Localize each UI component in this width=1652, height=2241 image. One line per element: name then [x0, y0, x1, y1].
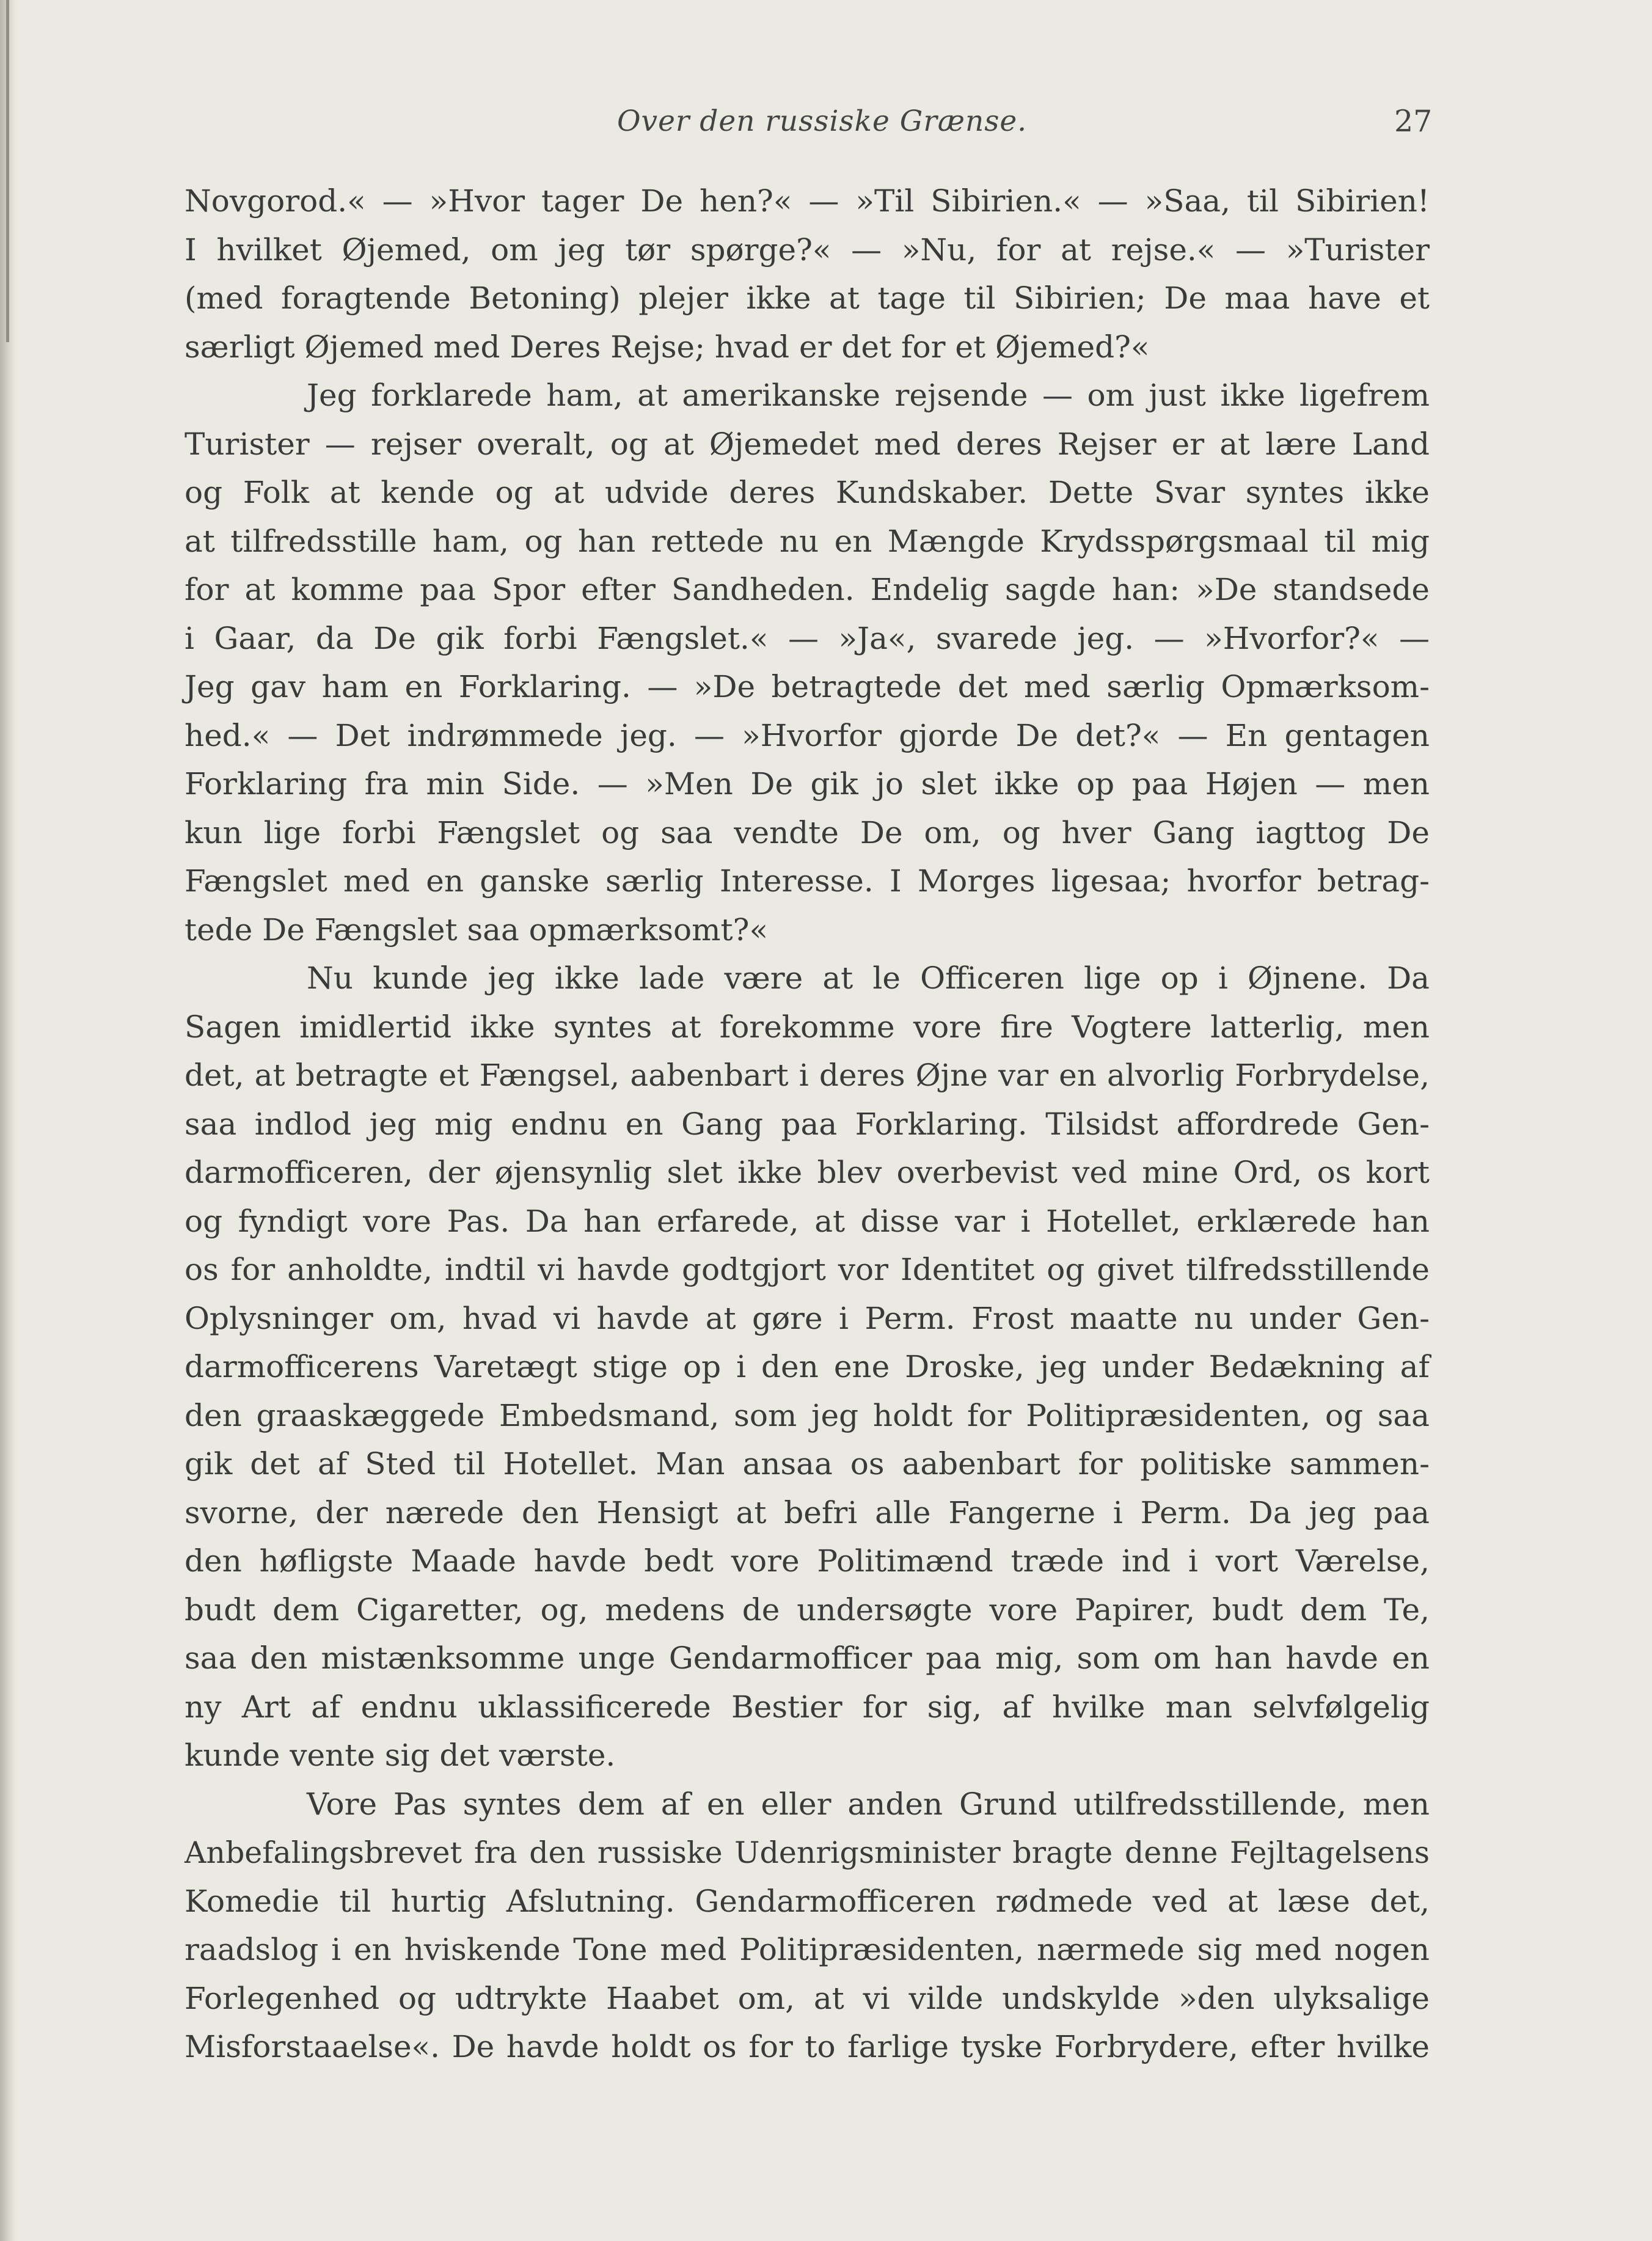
text-line: Forlegenhed og udtrykte Haabet om, at vi vilde undskylde »den ulyksalige — [185, 1980, 1430, 2016]
text-line: Jeg gav ham en Forklaring. — »De betragtede det med særlig Opmærksom- — [185, 669, 1430, 704]
binding-edge — [6, 0, 9, 342]
text-line: darmofficerens Varetægt stige op i den ene Droske, jeg under Bedækning af — [185, 1349, 1430, 1384]
text-line: (med foragtende Betoning) plejer ikke at tage til Sibirien; De maa have et — [185, 280, 1430, 316]
text-line: Oplysninger om, hvad vi havde at gøre i Perm. Frost maatte nu under Gen- — [185, 1300, 1430, 1336]
text-line: det, at betragte et Fængsel, aabenbart i deres Øjne var en alvorlig Forbrydelse, — [185, 1058, 1430, 1093]
text-line: Sagen imidlertid ikke syntes at forekomme vore fire Vogtere latterlig, men — [185, 1009, 1430, 1045]
text-line: og fyndigt vore Pas. Da han erfarede, at disse var i Hotellet, erklærede han — [185, 1203, 1430, 1239]
text-line: Novgorod.« — »Hvor tager De hen?« — »Til Sibirien.« — »Saa, til Sibirien! — [185, 183, 1430, 219]
page-number: 27 — [1394, 104, 1433, 139]
text-line: Anbefalingsbrevet fra den russiske Udenrigsminister bragte denne Fejltagelsens — [185, 1835, 1430, 1870]
text-line: ny Art af endnu uklassificerede Bestier for sig, af hvilke man selvfølgelig — [185, 1689, 1430, 1725]
text-line: tede De Fængslet saa opmærksomt?« — [185, 912, 769, 948]
text-line: Nu kunde jeg ikke lade være at le Officeren lige op i Øjnene. Da — [307, 960, 1430, 996]
text-line: Vore Pas syntes dem af en eller anden Grund utilfredsstillende, men — [307, 1786, 1430, 1822]
text-line: darmofficeren, der øjensynlig slet ikke blev overbevist ved mine Ord, os kort — [185, 1155, 1430, 1190]
text-line: raadslog i en hviskende Tone med Politipræsidenten, nærmede sig med nogen — [185, 1932, 1430, 1967]
running-header — [0, 100, 1652, 149]
text-line: den høfligste Maade havde bedt vore Politimænd træde ind i vort Værelse, — [185, 1543, 1430, 1579]
text-line: Fængslet med en ganske særlig Interesse. I Morges ligesaa; hvorfor betrag- — [185, 863, 1430, 899]
text-line: hed.« — Det indrømmede jeg. — »Hvorfor gjorde De det?« — En gentagen — [185, 717, 1430, 753]
text-line: den graaskæggede Embedsmand, som jeg holdt for Politipræsidenten, og saa — [185, 1397, 1430, 1433]
text-line: Jeg forklarede ham, at amerikanske rejsende — om just ikke ligefrem — [307, 378, 1430, 413]
text-line: saa indlod jeg mig endnu en Gang paa Forklaring. Tilsidst affordrede Gen- — [185, 1106, 1430, 1142]
body-text — [185, 177, 1430, 2072]
text-line: Forklaring fra min Side. — »Men De gik jo slet ikke op paa Højen — men — [185, 766, 1430, 802]
text-line: Turister — rejser overalt, og at Øjemedet med deres Rejser er at lære Land — [185, 426, 1430, 462]
text-line: svorne, der nærede den Hensigt at befri alle Fangerne i Perm. Da jeg paa — [185, 1494, 1430, 1530]
text-line: budt dem Cigaretter, og, medens de undersøgte vore Papirer, budt dem Te, — [185, 1592, 1430, 1628]
text-line: i Gaar, da De gik forbi Fængslet.« — »Ja«, svarede jeg. — »Hvorfor?« — — [185, 620, 1430, 656]
text-line: I hvilket Øjemed, om jeg tør spørge?« — »Nu, for at rejse.« — »Turister — [185, 232, 1430, 268]
text-line: Komedie til hurtig Afslutning. Gendarmofficeren rødmede ved at læse det, — [185, 1883, 1430, 1919]
text-line: saa den mistænksomme unge Gendarmofficer paa mig, som om han havde en — [185, 1640, 1430, 1676]
text-line: os for anholdte, indtil vi havde godtgjort vor Identitet og givet tilfredsstillende — [185, 1252, 1430, 1287]
running-title: Over den russiske Grænse. — [617, 104, 1028, 138]
text-line: særligt Øjemed med Deres Rejse; hvad er det for et Øjemed?« — [185, 329, 1150, 365]
text-line: gik det af Sted til Hotellet. Man ansaa os aabenbart for politiske sammen- — [185, 1446, 1430, 1482]
text-line: Misforstaaelse«. De havde holdt os for to farlige tyske Forbrydere, efter hvilke — [185, 2029, 1430, 2064]
text-line: for at komme paa Spor efter Sandheden. Endelig sagde han: »De standsede — [185, 572, 1430, 607]
text-line: kun lige forbi Fængslet og saa vendte De om, og hver Gang iagttog De — [185, 814, 1430, 850]
text-line: at tilfredsstille ham, og han rettede nu en Mængde Krydsspørgsmaal til mig — [185, 523, 1430, 559]
text-line: kunde vente sig det værste. — [185, 1738, 616, 1773]
text-line: og Folk at kende og at udvide deres Kundskaber. Dette Svar syntes ikke — [185, 475, 1430, 510]
